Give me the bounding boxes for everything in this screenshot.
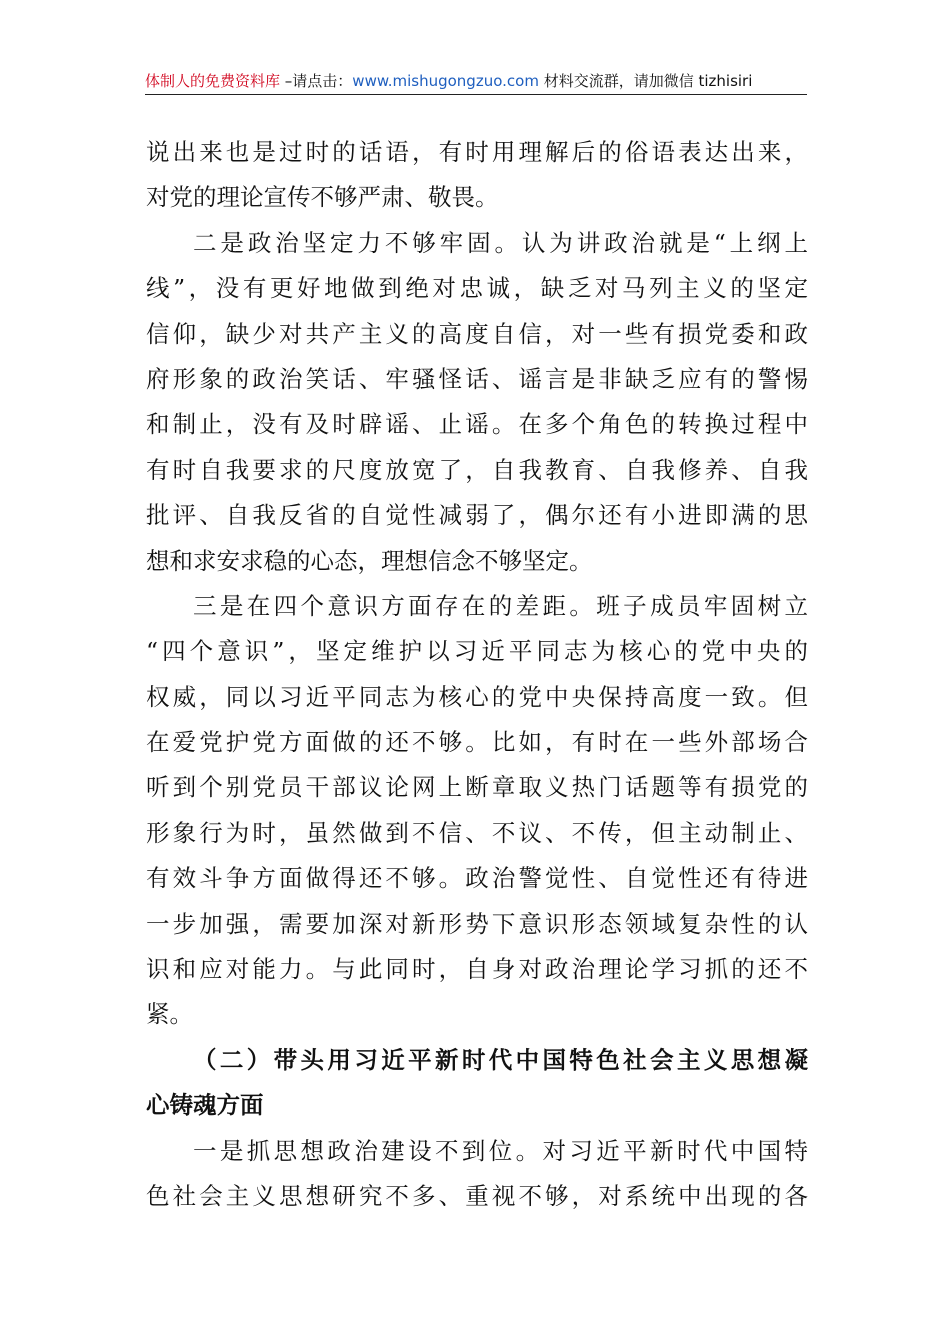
text-line: 批评、自我反省的自觉性减弱了，偶尔还有小进即满的思 [146,501,808,530]
text-line: 想和求安求稳的心态，理想信念不够坚定。 [146,546,593,575]
text-line: 识和应对能力。与此同时，自身对政治理论学习抓的还不 [146,955,808,984]
section-heading: （二）带头用习近平新时代中国特色社会主义思想凝 [193,1045,808,1074]
text-line: 紧。 [146,1000,193,1029]
text-line: 一步加强，需要加深对新形势下意识形态领域复杂性的认 [146,909,808,938]
text-line: 线”，没有更好地做到绝对忠诚，缺乏对马列主义的坚定 [146,274,808,303]
text-line: 三是在四个意识方面存在的差距。班子成员牢固树立 [193,591,808,620]
text-line: “四个意识”，坚定维护以习近平同志为核心的党中央的 [146,637,808,666]
header-click-prompt: –请点击： [280,72,353,90]
text-line: 信仰，缺少对共产主义的高度自信，对一些有损党委和政 [146,319,808,348]
text-line: 权威，同以习近平同志为核心的党中央保持高度一致。但 [146,682,808,711]
text-line: 二是政治坚定力不够牢固。认为讲政治就是“上纲上 [193,228,808,257]
text-line: 听到个别党员干部议论网上断章取义热门话题等有损党的 [146,773,808,802]
text-line: 说出来也是过时的话语，有时用理解后的俗语表达出来， [146,138,808,166]
text-line: 府形象的政治笑话、牢骚怪话、谣言是非缺乏应有的警惕 [146,364,808,393]
text-line: 形象行为时，虽然做到不信、不议、不传，但主动制止、 [146,818,808,847]
text-line: 一是抓思想政治建设不到位。对习近平新时代中国特 [193,1136,808,1165]
document-body [146,130,808,1219]
text-line: 有效斗争方面做得还不够。政治警觉性、自觉性还有待进 [146,864,808,893]
section-heading: 心铸魂方面 [146,1091,264,1120]
text-line: 色社会主义思想研究不多、重视不够，对系统中出现的各 [146,1181,808,1210]
header-brand: 体制人的免费资料库 [145,72,281,90]
text-line: 对党的理论宣传不够严肃、敬畏。 [146,183,499,212]
text-line: 有时自我要求的尺度放宽了，自我教育、自我修养、自我 [146,455,808,484]
page-header [145,68,807,95]
header-contact: 材料交流群，请加微信 tizhisiri [538,72,753,90]
text-line: 在爱党护党方面做的还不够。比如，有时在一些外部场合 [146,728,808,757]
header-link[interactable]: www.mishugongzuo.com [352,72,539,90]
text-line: 和制止，没有及时辟谣、止谣。在多个角色的转换过程中 [146,410,808,439]
